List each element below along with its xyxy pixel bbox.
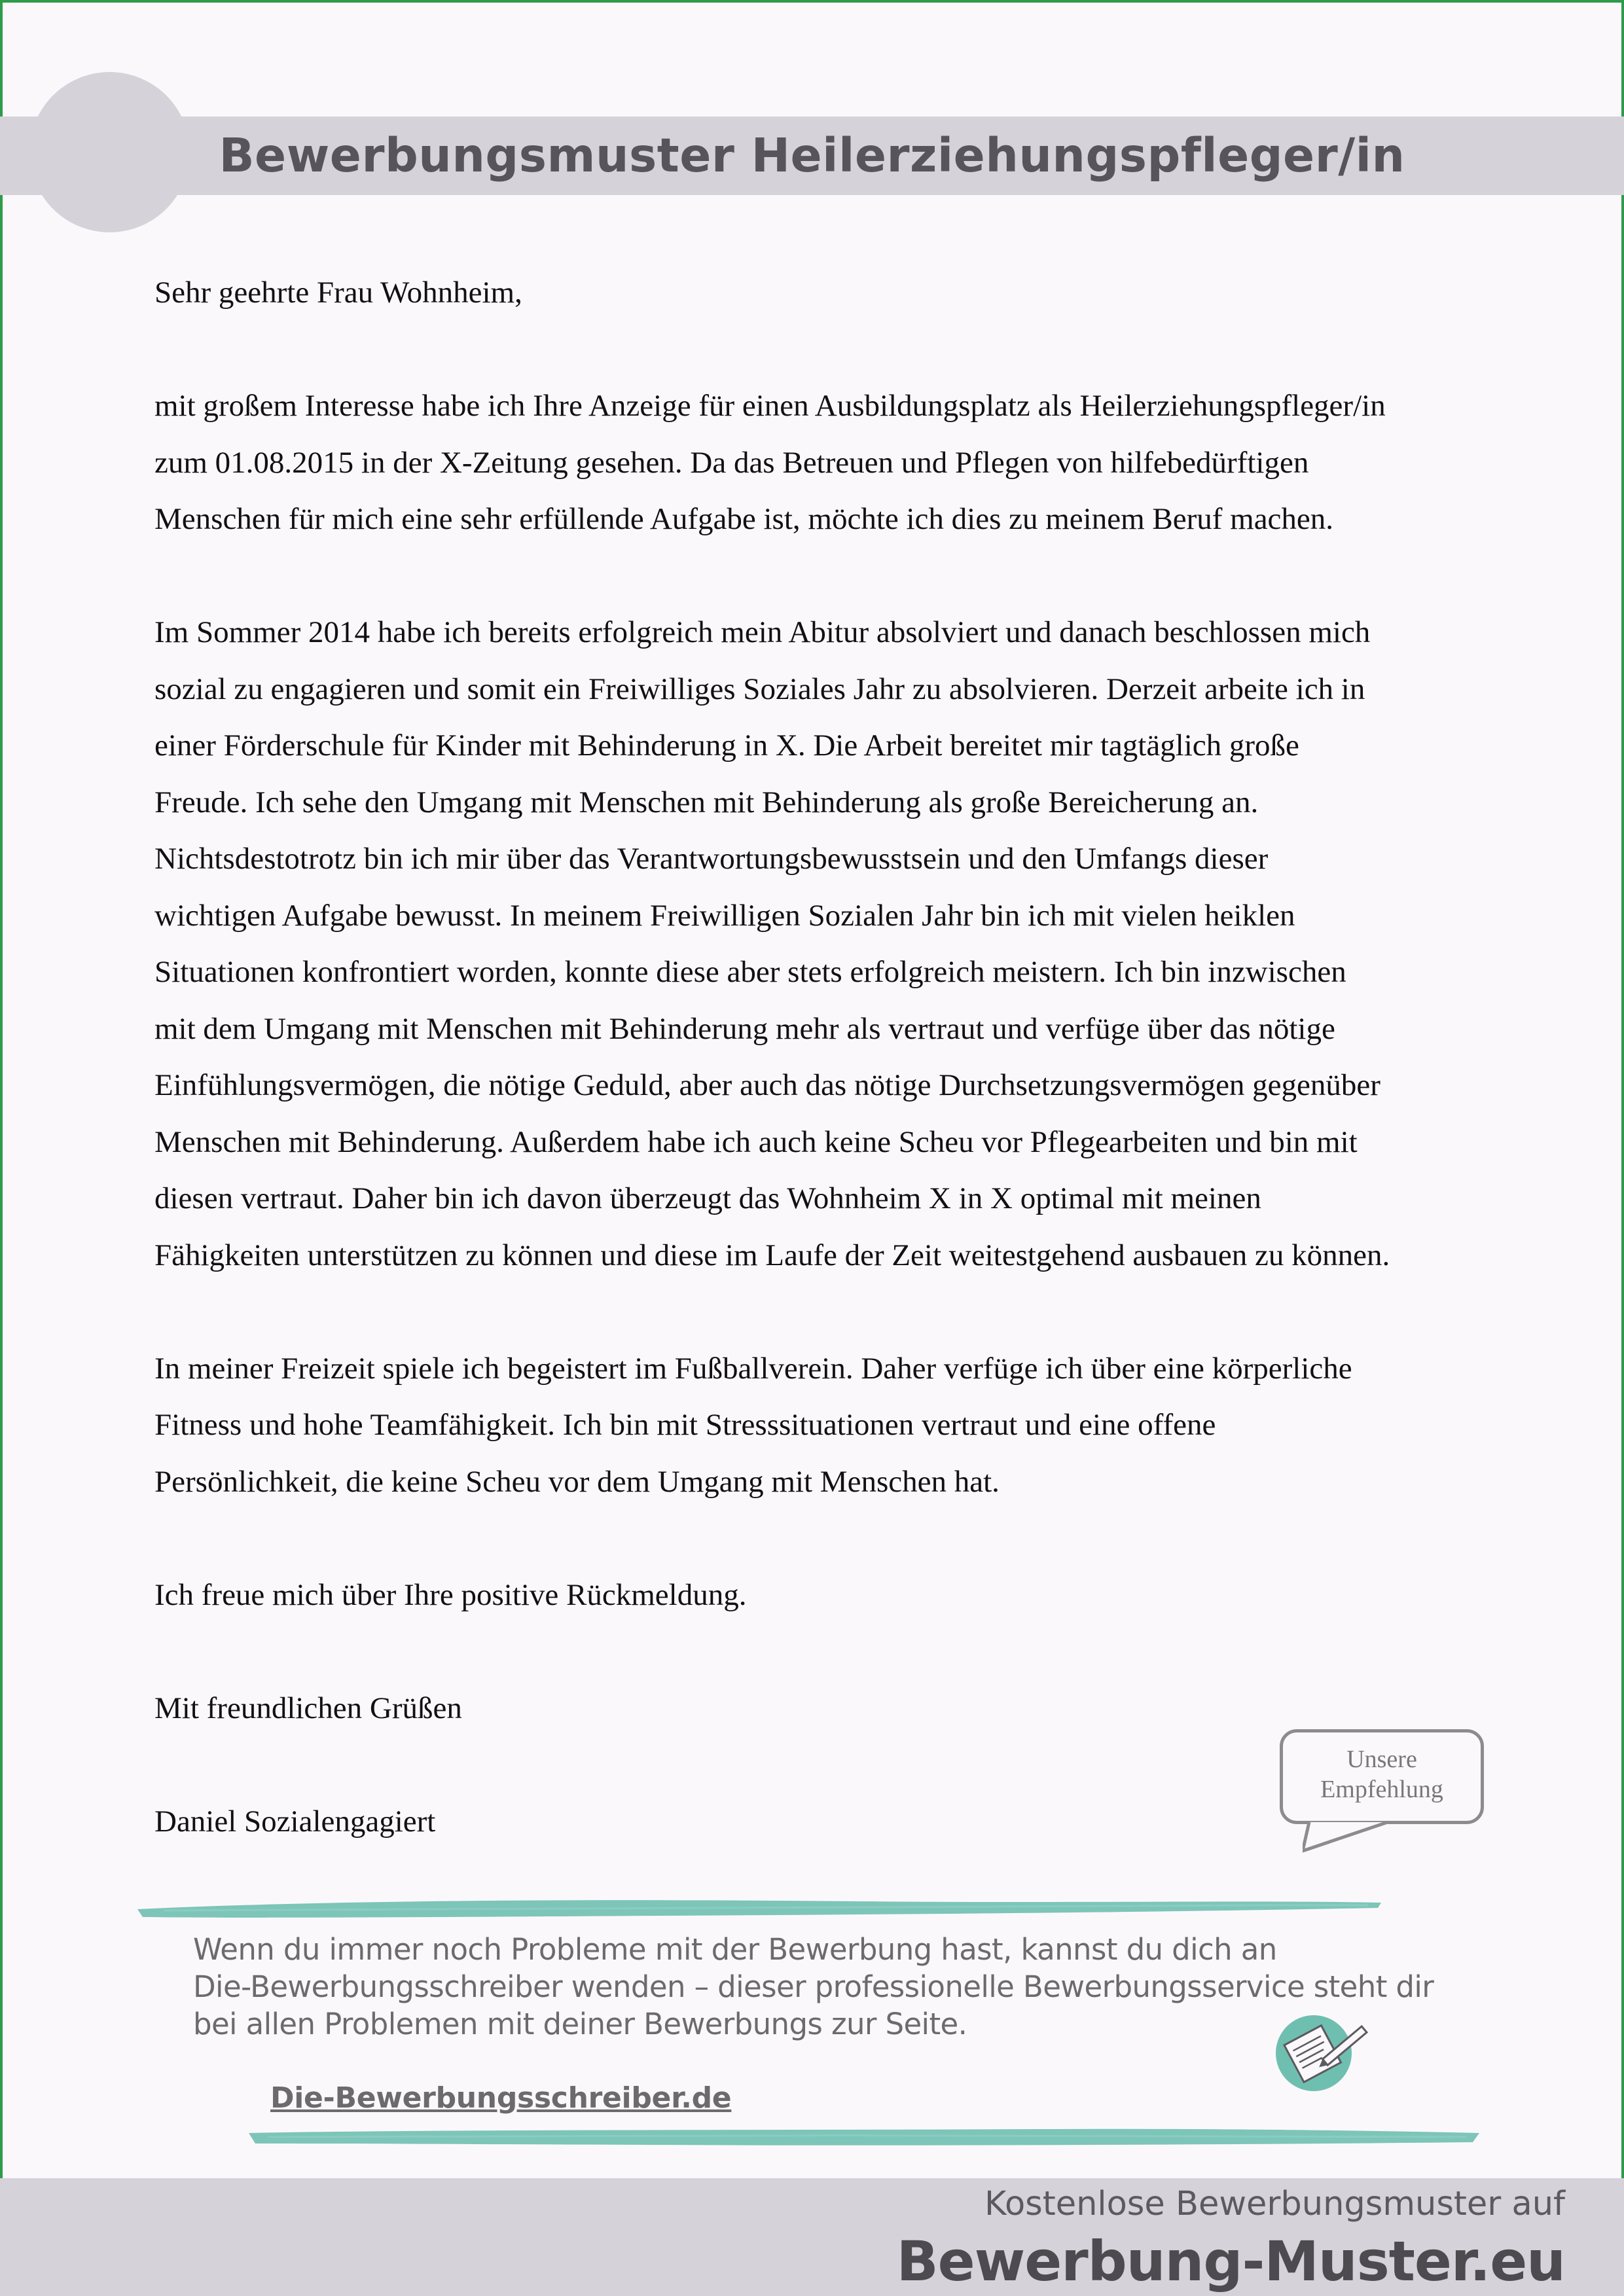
teal-brush-stroke-bottom	[249, 2124, 1479, 2150]
page-title: Bewerbungsmuster Heilerziehungspfleger/in	[219, 128, 1405, 183]
footer-tagline: Kostenlose Bewerbungsmuster auf	[984, 2185, 1565, 2223]
letter-body	[154, 264, 1503, 1850]
letter-line: Persönlichkeit, die keine Scheu vor dem Umgang mit Menschen hat.	[154, 1464, 1000, 1499]
header-title-wrap	[0, 0, 1624, 262]
letter-salutation: Sehr geehrte Frau Wohnheim,	[154, 276, 522, 310]
letter-line: diesen vertraut. Daher bin ich davon überzeugt das Wohnheim X in X optimal mit meinen	[154, 1181, 1261, 1215]
letter-line: Einfühlungsvermögen, die nötige Geduld, aber auch das nötige Durchsetzungsvermögen gegenüber	[154, 1068, 1380, 1102]
letter-line: Nichtsdestotrotz bin ich mir über das Verantwortungsbewusstsein und den Umfangs dieser	[154, 842, 1269, 876]
letter-line: mit großem Interesse habe ich Ihre Anzeige für einen Ausbildungsplatz als Heilerziehungspfleger/in	[154, 389, 1386, 423]
advert-line: Die-Bewerbungsschreiber wenden – dieser professionelle Bewerbungsservice steht dir	[193, 1969, 1434, 2004]
teal-brush-stroke-top	[137, 1895, 1381, 1921]
letter-paragraph-2	[154, 604, 1503, 1283]
letter-line: Situationen konfrontiert worden, konnte diese aber stets erfolgreich meistern. Ich bin inzwischen	[154, 955, 1346, 989]
letter-line: Menschen mit Behinderung. Außerdem habe ich auch keine Scheu vor Pflegearbeiten und bin mit	[154, 1124, 1358, 1159]
recommendation-line-1: Unsere	[1346, 1746, 1417, 1773]
letter-line: In meiner Freizeit spiele ich begeistert im Fußballverein. Daher verfüge ich über eine körperliche	[154, 1351, 1352, 1386]
letter-line: Menschen für mich eine sehr erfüllende Aufgabe ist, möchte ich dies zu meinem Beruf machen.	[154, 502, 1334, 536]
letter-line: sozial zu engagieren und somit ein Freiwilliges Soziales Jahr zu absolvieren. Derzeit arbeite ich in	[154, 672, 1365, 706]
letter-line: Im Sommer 2014 habe ich bereits erfolgreich mein Abitur absolviert und danach beschlossen mich	[154, 615, 1371, 649]
letter-valediction: Mit freundlichen Grüßen	[154, 1691, 462, 1725]
letter-paragraph-3	[154, 1340, 1503, 1511]
letter-line: einer Förderschule für Kinder mit Behinderung in X. Die Arbeit bereitet mir tagtäglich große	[154, 728, 1299, 762]
letter-paragraph-1	[154, 378, 1503, 548]
letter-line: Fitness und hohe Teamfähigkeit. Ich bin mit Stresssituationen vertraut und eine offene	[154, 1408, 1216, 1442]
speech-bubble-tail-icon	[1303, 1820, 1394, 1854]
recommendation-bubble	[1280, 1729, 1484, 1824]
letter-line: zum 01.08.2015 in der X-Zeitung gesehen. Da das Betreuen und Pflegen von hilfebedürftigen	[154, 445, 1309, 480]
letter-line: mit dem Umgang mit Menschen mit Behinderung mehr als vertraut und verfüge über das nötige	[154, 1011, 1335, 1046]
recommendation-line-2: Empfehlung	[1320, 1776, 1443, 1803]
advert-line: Wenn du immer noch Probleme mit der Bewerbung hast, kannst du dich an	[193, 1932, 1277, 1967]
document-pen-icon	[1273, 2013, 1378, 2098]
letter-line: Freude. Ich sehe den Umgang mit Menschen mit Behinderung als große Bereicherung an.	[154, 785, 1259, 819]
letter-closing-line: Ich freue mich über Ihre positive Rückmeldung.	[154, 1577, 747, 1612]
advert-line: bei allen Problemen mit deiner Bewerbungs zur Seite.	[193, 2007, 967, 2041]
letter-line: wichtigen Aufgabe bewusst. In meinem Freiwilligen Sozialen Jahr bin ich mit vielen heiklen	[154, 898, 1295, 933]
letter-signature: Daniel Sozialengagiert	[154, 1804, 436, 1839]
footer-site-name[interactable]: Bewerbung-Muster.eu	[896, 2229, 1565, 2293]
bewerbungsschreiber-link[interactable]: Die-Bewerbungsschreiber.de	[270, 2081, 732, 2115]
letter-line: Fähigkeiten unterstützen zu können und diese im Laufe der Zeit weitestgehend ausbauen zu können.	[154, 1238, 1390, 1272]
